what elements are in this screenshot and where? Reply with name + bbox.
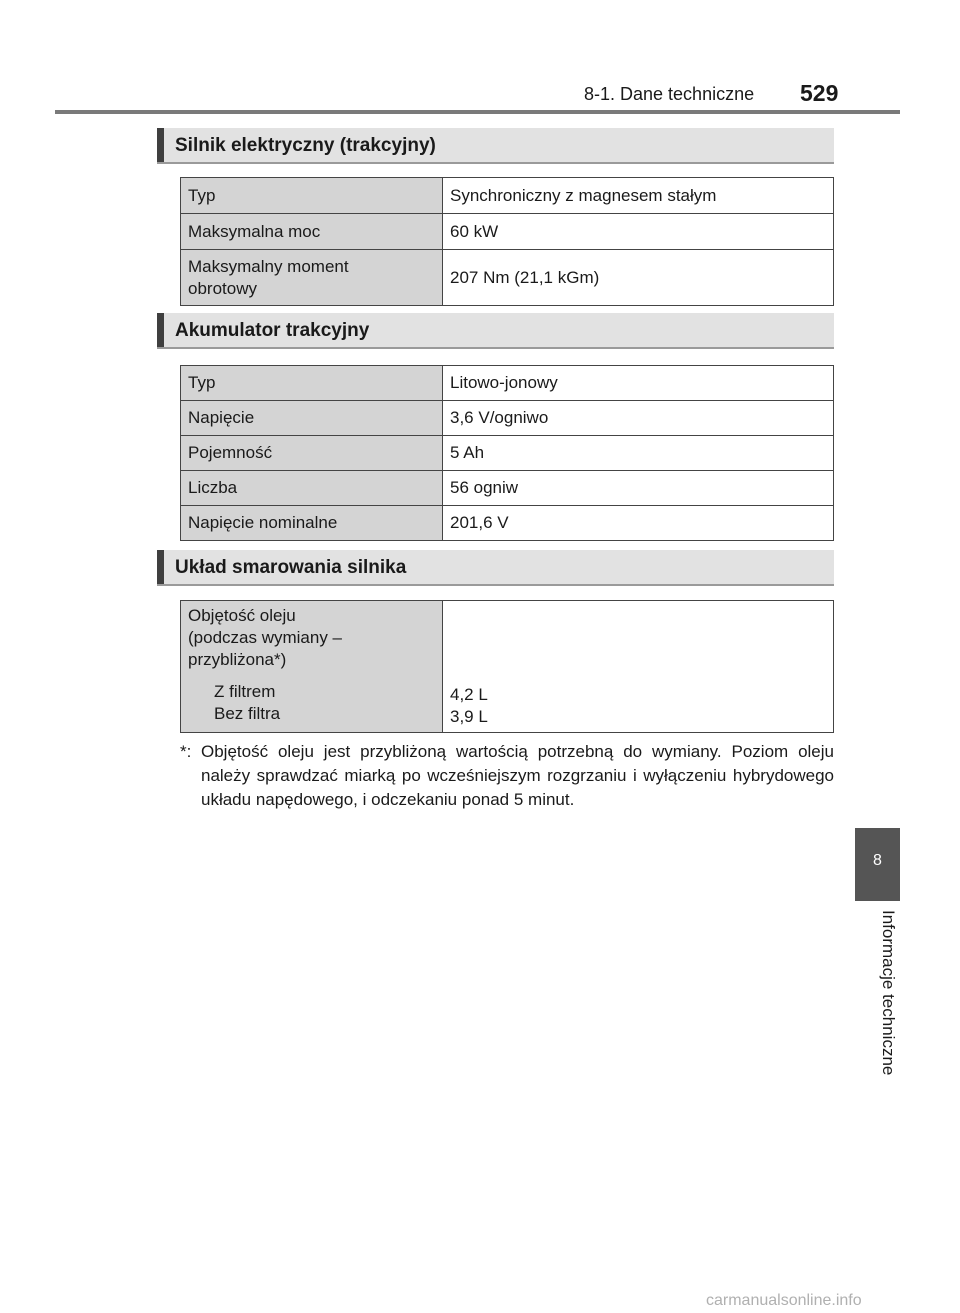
table-row <box>181 436 834 471</box>
spec-key: Pojemność <box>181 436 443 471</box>
spec-value <box>443 601 834 733</box>
table-row <box>181 471 834 506</box>
spec-sub-key: Z filtrem <box>214 682 276 701</box>
table-row <box>181 250 834 306</box>
spec-key: Maksymalna moc <box>181 214 443 250</box>
spec-value: 3,6 V/ogniwo <box>443 401 834 436</box>
section-heading-bar <box>157 313 164 347</box>
spec-sub-key: Bez filtra <box>214 704 281 723</box>
section-heading-label: Akumulator trakcyjny <box>175 320 370 341</box>
section-heading-label: Układ smarowania silnika <box>175 557 407 578</box>
footnote <box>180 740 834 812</box>
chapter-side-label: Informacje techniczne <box>879 910 898 1076</box>
page-number: 529 <box>800 80 839 106</box>
spec-key-line: przybliżona*) <box>188 650 287 669</box>
spec-sub-value: 4,2 L <box>450 685 488 704</box>
spec-value: 201,6 V <box>443 506 834 541</box>
spec-key-line: Maksymalny moment <box>188 256 349 276</box>
section-heading-electric-motor <box>157 128 834 164</box>
spec-key-line: obrotowy <box>188 278 257 298</box>
table-row <box>181 601 834 733</box>
spec-value: Synchroniczny z magnesem stałym <box>443 178 834 214</box>
spec-value: 207 Nm (21,1 kGm) <box>443 250 834 306</box>
electric-motor-table <box>180 177 834 306</box>
chapter-tab-number: 8 <box>873 852 882 869</box>
spec-sub-value: 3,9 L <box>450 707 488 726</box>
spec-key <box>181 601 443 733</box>
spec-key: Napięcie nominalne <box>181 506 443 541</box>
watermark: carmanualsonline.info <box>706 1292 862 1309</box>
spec-value: 5 Ah <box>443 436 834 471</box>
spec-key: Liczba <box>181 471 443 506</box>
spec-key: Typ <box>181 366 443 401</box>
traction-battery-table <box>180 365 834 541</box>
footnote-mark: *: <box>180 742 192 761</box>
section-heading-bar <box>157 550 164 584</box>
section-heading-traction-battery <box>157 313 834 349</box>
section-heading-label: Silnik elektryczny (trakcyjny) <box>175 135 436 156</box>
spec-key-line: Objętość oleju <box>188 606 296 625</box>
section-heading-lubrication <box>157 550 834 586</box>
lubrication-table <box>180 600 834 733</box>
table-row <box>181 214 834 250</box>
table-row <box>181 401 834 436</box>
spec-key <box>181 250 443 306</box>
header-divider <box>55 110 900 114</box>
chapter-title: 8-1. Dane techniczne <box>584 84 755 104</box>
spec-key-line: (podczas wymiany – <box>188 628 343 647</box>
table-row <box>181 366 834 401</box>
spec-key: Typ <box>181 178 443 214</box>
footnote-text: Objętość oleju jest przybliżoną wartością potrzebną do wymiany. Poziom oleju należy sprawdzać miarką po wcześniejszym rozgrzaniu i wyłączeniu hybrydowego układu napędowego, i odczekaniu ponad 5 minut. <box>201 742 834 809</box>
chapter-tab <box>855 828 900 901</box>
spec-value: Litowo-jonowy <box>443 366 834 401</box>
spec-key: Napięcie <box>181 401 443 436</box>
spec-value: 60 kW <box>443 214 834 250</box>
table-row <box>181 506 834 541</box>
spec-value: 56 ogniw <box>443 471 834 506</box>
section-heading-bar <box>157 128 164 162</box>
table-row <box>181 178 834 214</box>
